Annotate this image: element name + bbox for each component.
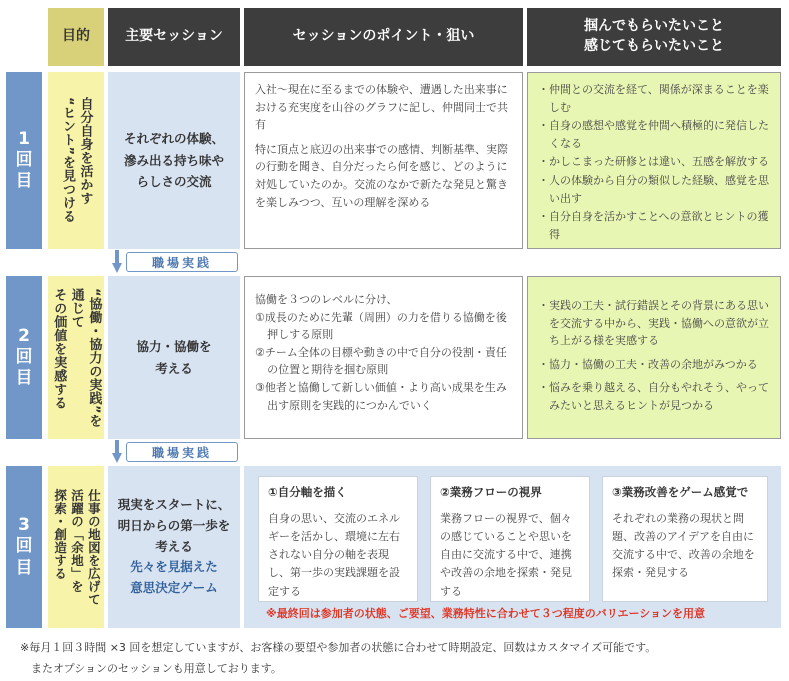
session-2-points-intro: 協働を３つのレベルに分け、 bbox=[255, 293, 398, 306]
session-2-takeaway-3: ・悩みを乗り越える、自分もやれそう、やってみたいと思えるヒントが見つかる bbox=[538, 381, 769, 412]
session-1-takeaways bbox=[527, 72, 781, 249]
session-1-points bbox=[244, 72, 523, 249]
session-2-label bbox=[6, 276, 42, 439]
footnote bbox=[20, 638, 780, 680]
header-takeaways bbox=[527, 8, 781, 66]
header-takeaways-line2: 感じてもらいたいこと bbox=[584, 38, 724, 54]
session-2-purpose bbox=[48, 276, 104, 439]
session-1-purpose bbox=[48, 72, 104, 249]
session-3-main-line3: 考える bbox=[155, 538, 193, 554]
session-3-panel bbox=[244, 466, 781, 628]
session-3-main-line2: 明日からの第一歩を bbox=[117, 518, 231, 534]
session-3-number: 3 bbox=[18, 515, 30, 536]
session-1-purpose-text: 自分自身を活かす “ヒント”を見つける bbox=[60, 97, 93, 224]
session-2-point-2: ②チーム全体の目標や動きの中で自分の役割・責任の位置と期待を掴む原則 bbox=[255, 345, 507, 377]
session-3-main bbox=[108, 466, 240, 628]
session-3-main-accent-2: 意思決定ゲーム bbox=[130, 579, 218, 595]
header-main-session: 主要セッション bbox=[108, 8, 240, 66]
session-1-takeaway-1: ・仲間との交流を経て、関係が深まることを楽しむ bbox=[538, 83, 769, 114]
session-1-main-line2: 滲み出る持ち味や bbox=[123, 152, 224, 168]
header-takeaways-line1: 掴んでもらいたいこと bbox=[584, 18, 724, 35]
session-1-takeaway-5: ・自分自身を活かすことへの意欲とヒントの獲得 bbox=[538, 210, 769, 241]
session-3-card-3 bbox=[602, 476, 768, 602]
session-3-card-3-body: それぞれの業務の現状と問題、改善のアイデアを自由に交流する中で、改善の余地を探索・発見する bbox=[612, 511, 755, 580]
session-1-me: 目 bbox=[15, 171, 33, 192]
session-3-card-1 bbox=[258, 476, 418, 602]
session-1-number: 1 bbox=[18, 128, 30, 149]
session-1-takeaway-4: ・人の体験から自分の類似した経験、感覚を思い出す bbox=[538, 173, 769, 205]
session-1-kai: 回 bbox=[15, 149, 33, 170]
session-2-main-line2: 考える bbox=[155, 360, 193, 376]
session-3-kai: 回 bbox=[15, 536, 33, 557]
session-3-variation-note: ※最終回は参加者の状態、ご要望、業務特性に合わせて３つ程度のバリエーションを用意 bbox=[266, 607, 706, 620]
session-3-card-1-title: ①自分軸を描く bbox=[268, 485, 347, 499]
session-2-takeaway-2: ・協力・協働の工夫・改善の余地がみつかる bbox=[538, 357, 758, 371]
session-3-purpose-text: 仕事の地図を広げて 活躍の「余地」を 探索・創造する bbox=[52, 488, 102, 606]
session-2-main-line1: 協力・協働を bbox=[136, 338, 212, 354]
workplace-practice-badge-2: 職場実践 bbox=[126, 442, 238, 462]
session-2-point-3: ③他者と協働して新しい価値・より高い成果を生み出す原則を実践的につかんでいく bbox=[255, 380, 507, 412]
session-3-card-2-title: ②業務フローの視界 bbox=[440, 485, 542, 499]
session-3-main-accent-1: 先々を見据えた bbox=[130, 559, 218, 575]
header-purpose: 目的 bbox=[48, 8, 104, 66]
session-2-main bbox=[108, 276, 240, 439]
session-2-takeaway-1: ・実践の工夫・試行錯誤とその背景にある思いを交流する中から、実践・協働への意欲が立ち上がる様を実感する bbox=[538, 299, 769, 348]
session-3-label bbox=[6, 466, 42, 628]
down-arrow-icon bbox=[112, 440, 122, 464]
session-3-card-1-body: 自身の思い、交流のエネルギーを活かし、環境に左右されない自分の軸を表現し、第一歩の実践課題を設定する bbox=[268, 511, 400, 598]
session-1-point-1: 入社～現在に至るまでの体験や、遭遇した出来事における充実度を山谷のグラフに記し、仲間同士で共有 bbox=[255, 83, 508, 132]
session-3-me: 目 bbox=[15, 557, 33, 578]
session-1-label bbox=[6, 72, 42, 249]
session-2-purpose-text: “協働・協力の実践”を 通じて その価値を実感する bbox=[51, 287, 102, 428]
header-session-point: セッションのポイント・狙い bbox=[244, 8, 523, 66]
session-1-takeaway-3: ・かしこまった研修とは違い、五感を解放する bbox=[538, 155, 769, 169]
session-3-main-line1: 現実をスタートに、 bbox=[117, 497, 231, 513]
session-1-main-line3: らしさの交流 bbox=[136, 174, 212, 190]
session-2-kai: 回 bbox=[15, 346, 33, 367]
session-3-card-3-title: ③業務改善をゲーム感覚で bbox=[612, 485, 749, 499]
session-3-card-2 bbox=[430, 476, 590, 602]
session-2-takeaways bbox=[527, 276, 781, 439]
down-arrow-icon bbox=[112, 250, 122, 274]
session-2-point-1: ①成長のために先輩（周囲）の力を借りる協働を後押しする原則 bbox=[255, 310, 507, 342]
session-1-main bbox=[108, 72, 240, 249]
footnote-line1: ※毎月１回３時間 ×3 回を想定していますが、お客様の要望や参加者の状態に合わせて時期設定、回数はカスタマイズ可能です。 bbox=[20, 641, 657, 654]
session-2-number: 2 bbox=[18, 325, 30, 346]
session-2-me: 目 bbox=[15, 368, 33, 389]
footnote-line2: またオプションのセッションも用意しております。 bbox=[20, 661, 282, 675]
workplace-practice-badge-1: 職場実践 bbox=[126, 252, 238, 272]
session-3-purpose bbox=[48, 466, 104, 628]
session-1-takeaway-2: ・自身の感想や感覚を仲間へ積極的に発信したくなる bbox=[538, 119, 769, 150]
session-2-points bbox=[244, 276, 523, 439]
session-1-point-2: 特に頂点と底辺の出来事での感情、判断基準、実際の行動を聞き、自分だったら何を感じ、どのように対処していたのか。交流のなかで新たな発見と驚きを楽しみつつ、互いの理解を深める bbox=[255, 142, 508, 209]
session-3-card-2-body: 業務フローの視界で、個々の感じていることや思いを自由に交流する中で、連携や改善の余地を探索・発見する bbox=[440, 511, 572, 598]
session-1-main-line1: それぞれの体験、 bbox=[123, 130, 224, 146]
